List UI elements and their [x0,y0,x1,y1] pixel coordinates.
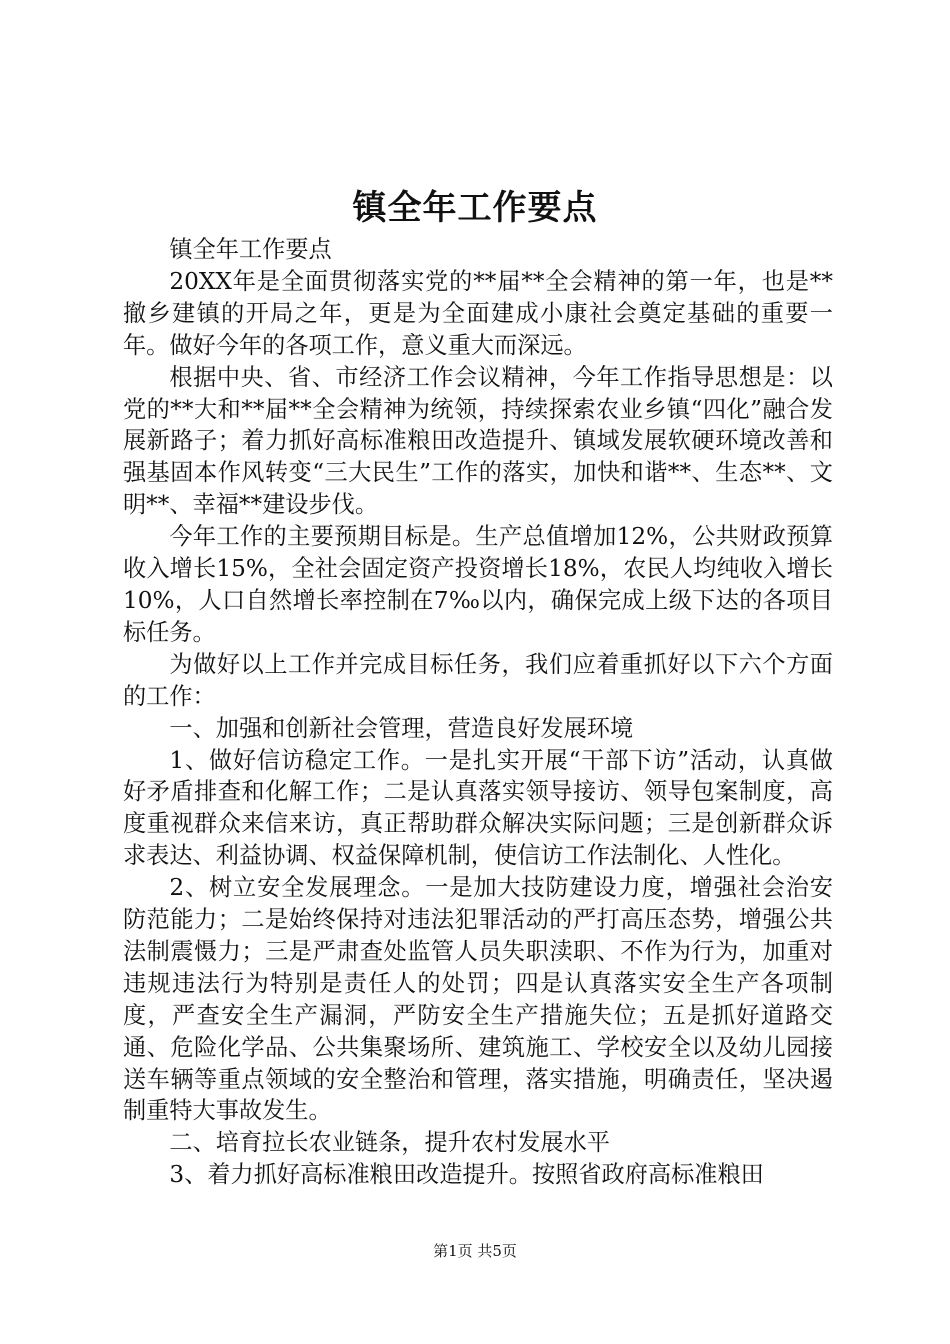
paragraph-intro: 20XX年是全面贯彻落实党的**届**全会精神的第一年，也是**撤乡建镇的开局之年，更是为全面建成小康社会奠定基础的重要一年。做好今年的各项工作，意义重大而深远。 [123,267,833,359]
paragraph-six-aspects: 为做好以上工作并完成目标任务，我们应着重抓好以下六个方面的工作： [123,650,833,710]
paragraph-targets: 今年工作的主要预期目标是。生产总值增加12%，公共财政预算收入增长15%，全社会固定资产投资增长18%，农民人均纯收入增长10%，人口自然增长率控制在7‰以内，确保完成上级下达的各项目标任务。 [123,523,833,646]
paragraph-item-2: 2、树立安全发展理念。一是加大技防建设力度，增强社会治安防范能力；二是始终保持对违法犯罪活动的严打高压态势，增强公共法制震慑力；三是严肃查处监管人员失职渎职、不作为行为，加重对违规违法行为特别是责任人的处罚；四是认真落实安全生产各项制度，严查安全生产漏洞，严防安全生产措施失位；五是抓好道路交通、危险化学品、公共集聚场所、建筑施工、学校安全以及幼儿园接送车辆等重点领域的安全整治和管理，落实措施，明确责任，坚决遏制重特大事故发生。 [123,874,833,1125]
document-body [123,234,833,1191]
section-heading-1: 一、加强和创新社会管理，营造良好发展环境 [169,714,634,742]
section-heading-2: 二、培育拉长农业链条，提升农村发展水平 [169,1129,610,1157]
paragraph-guiding-thought: 根据中央、省、市经济工作会议精神，今年工作指导思想是：以党的**大和**届**全会精神为统领，持续探索农业乡镇“四化”融合发展新路子；着力抓好高标准粮田改造提升、镇域发展软硬环境改善和强基固本作风转变“三大民生”工作的落实，加快和谐**、生态**、文明**、幸福**建设步伐。 [123,363,833,519]
paragraph-item-1: 1、做好信访稳定工作。一是扎实开展“干部下访”活动，认真做好矛盾排查和化解工作；二是认真落实领导接访、领导包案制度，高度重视群众来信来访，真正帮助群众解决实际问题；三是创新群众诉求表达、利益协调、权益保障机制，使信访工作法制化、人性化。 [123,746,833,870]
paragraph-item-3: 3、着力抓好高标准粮田改造提升。按照省政府高标准粮田 [169,1161,764,1189]
document-title: 镇全年工作要点 [352,188,598,228]
page-footer: 第1页 共5页 [433,1242,517,1260]
paragraph-subtitle: 镇全年工作要点 [169,236,332,263]
